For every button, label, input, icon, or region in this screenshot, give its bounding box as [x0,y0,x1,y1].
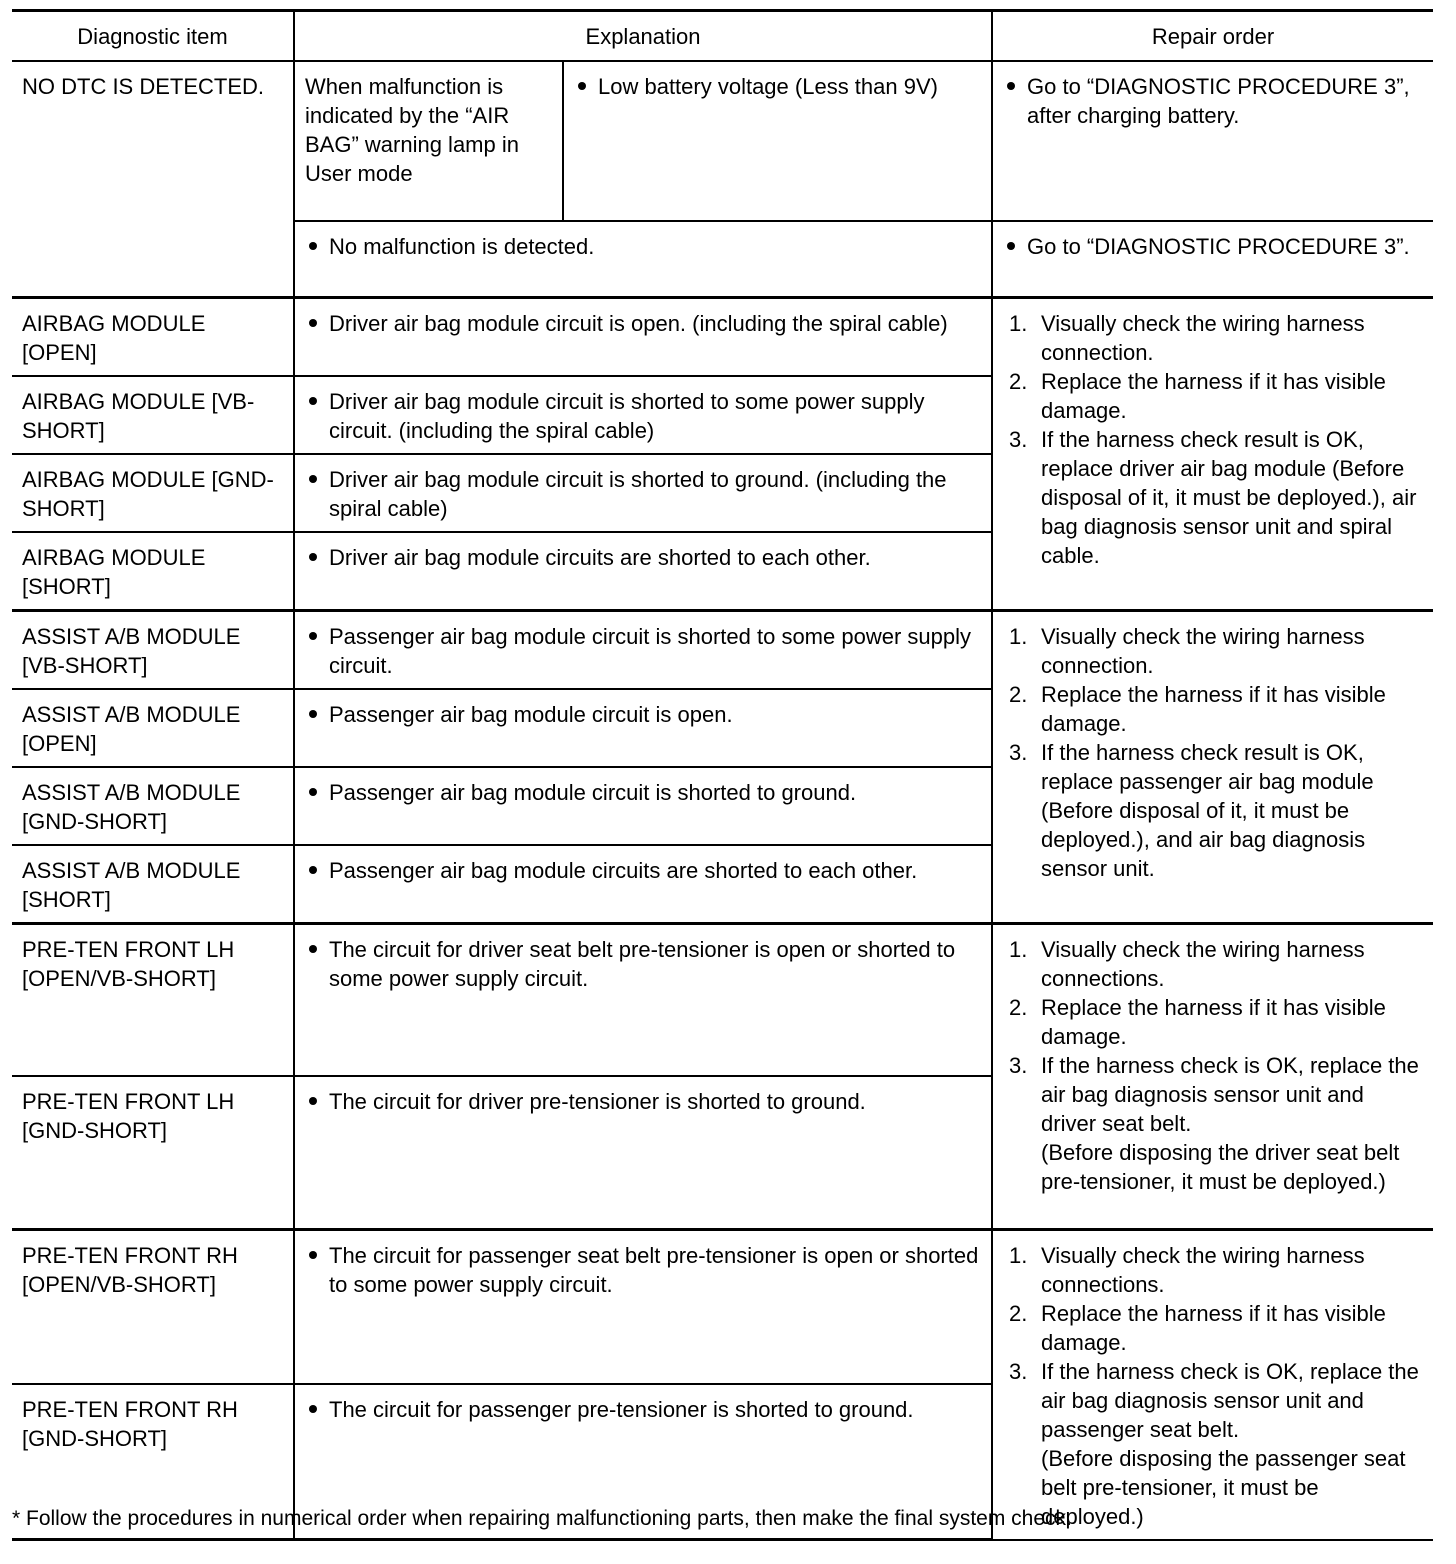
repair-note: (Before disposing the passenger seat belt pre-tensioner, it must be deployed.) [1041,1445,1406,1529]
explanation-cell [294,923,992,1076]
header-repair-order: Repair order [992,11,1433,62]
explanation-cell [294,845,992,924]
repair-step: 2. Replace the harness if it has visible damage. [1009,994,1386,1049]
diagnostic-item-cell: NO DTC IS DETECTED. [12,61,294,297]
repair-step: 3. If the harness check result is OK, replace passenger air bag module (Before disposal of it, it must be deployed.), and air bag diagnosis sensor unit. [1009,739,1374,881]
explanation-cell [294,221,992,297]
bullet-text: Driver air bag module circuit is shorted to ground. (including the spiral cable) [305,465,981,523]
repair-steps [1003,622,1423,883]
diagnostic-item-cell: ASSIST A/B MODULE [GND-SHORT] [12,767,294,845]
repair-cell [992,61,1433,221]
diagnostic-item-cell: ASSIST A/B MODULE [SHORT] [12,845,294,924]
table-row [12,297,1433,376]
table-header-row [12,11,1433,62]
repair-note: (Before disposing the driver seat belt pre-tensioner, it must be deployed.) [1041,1139,1400,1194]
table-row [12,61,1433,221]
explanation-cell [294,454,992,532]
explanation-cell [294,767,992,845]
explanation-cell [294,1229,992,1384]
repair-step: 3. If the harness check is OK, replace the air bag diagnosis sensor unit and driver seat belt. (Before disposing the driver seat belt pre-tensioner, it must be deployed.) [1009,1052,1419,1194]
bullet-text: The circuit for driver pre-tensioner is shorted to ground. [305,1087,981,1116]
repair-cell [992,923,1433,1229]
bullet-text: Driver air bag module circuit is open. (including the spiral cable) [305,309,981,338]
repair-step: 1. Visually check the wiring harness connections. [1009,936,1365,991]
explanation-cell [294,532,992,611]
repair-steps [1003,935,1423,1196]
repair-step: 2. Replace the harness if it has visible damage. [1009,1300,1386,1355]
repair-steps [1003,1241,1423,1531]
repair-step: 1. Visually check the wiring harness connection. [1009,310,1365,365]
diagnostic-item-cell: AIRBAG MODULE [GND-SHORT] [12,454,294,532]
repair-steps [1003,309,1423,570]
diagnostic-item-cell: AIRBAG MODULE [SHORT] [12,532,294,611]
diagnostic-item-cell: ASSIST A/B MODULE [OPEN] [12,689,294,767]
bullet-text: The circuit for passenger pre-tensioner is shorted to ground. [305,1395,981,1424]
repair-cell [992,610,1433,923]
table-row [12,923,1433,1076]
repair-cell [992,297,1433,610]
bullet-text: Go to “DIAGNOSTIC PROCEDURE 3”, after charging battery. [1003,72,1423,130]
bullet-text: Passenger air bag module circuit is shorted to ground. [305,778,981,807]
bullet-text: Go to “DIAGNOSTIC PROCEDURE 3”. [1003,232,1423,261]
repair-cell [992,1229,1433,1540]
bullet-text: Passenger air bag module circuit is open. [305,700,981,729]
table-row [12,610,1433,689]
diagnostic-item-cell: AIRBAG MODULE [VB-SHORT] [12,376,294,454]
repair-cell [992,221,1433,297]
bullet-text: No malfunction is detected. [305,232,981,261]
bullet-text: Passenger air bag module circuit is shorted to some power supply circuit. [305,622,981,680]
repair-step: 3. If the harness check is OK, replace the air bag diagnosis sensor unit and passenger seat belt. (Before disposing the passenger seat belt pre-tensioner, it must be deployed.) [1009,1358,1419,1529]
header-explanation: Explanation [294,11,992,62]
table-row [12,1229,1433,1384]
bullet-text: Low battery voltage (Less than 9V) [574,72,981,101]
explanation-cell [294,1076,992,1229]
diagnostic-item-cell: ASSIST A/B MODULE [VB-SHORT] [12,610,294,689]
diagnostic-item-cell: PRE-TEN FRONT LH [GND-SHORT] [12,1076,294,1229]
header-diagnostic-item: Diagnostic item [12,11,294,62]
explanation-cell [294,689,992,767]
bullet-text: Driver air bag module circuits are shorted to each other. [305,543,981,572]
repair-step: 1. Visually check the wiring harness connections. [1009,1242,1365,1297]
diagnostic-item-cell: PRE-TEN FRONT RH [OPEN/VB-SHORT] [12,1229,294,1384]
repair-step: 1. Visually check the wiring harness connection. [1009,623,1365,678]
diagnostic-item-cell: PRE-TEN FRONT LH [OPEN/VB-SHORT] [12,923,294,1076]
explanation-cell [294,376,992,454]
bullet-text: Passenger air bag module circuits are shorted to each other. [305,856,981,885]
bullet-text: The circuit for passenger seat belt pre-tensioner is open or shorted to some power supply circuit. [305,1241,981,1299]
condition-cell: When malfunction is indicated by the “AIR BAG” warning lamp in User mode [294,61,563,221]
bullet-text: The circuit for driver seat belt pre-tensioner is open or shorted to some power supply circuit. [305,935,981,993]
repair-step: 2. Replace the harness if it has visible damage. [1009,681,1386,736]
repair-step: 3. If the harness check result is OK, replace driver air bag module (Before disposal of it, it must be deployed.), air bag diagnosis sensor unit and spiral cable. [1009,426,1417,568]
explanation-cell [294,297,992,376]
diagnostic-table [12,9,1433,1541]
diagnostic-item-cell: PRE-TEN FRONT RH [GND-SHORT] [12,1384,294,1539]
explanation-cell [563,61,992,221]
repair-step: 2. Replace the harness if it has visible damage. [1009,368,1386,423]
bullet-text: Driver air bag module circuit is shorted to some power supply circuit. (including the spiral cable) [305,387,981,445]
diagnostic-item-cell: AIRBAG MODULE [OPEN] [12,297,294,376]
footnote: * Follow the procedures in numerical order when repairing malfunctioning parts, then make the final system check. [12,1507,1072,1530]
explanation-cell [294,610,992,689]
